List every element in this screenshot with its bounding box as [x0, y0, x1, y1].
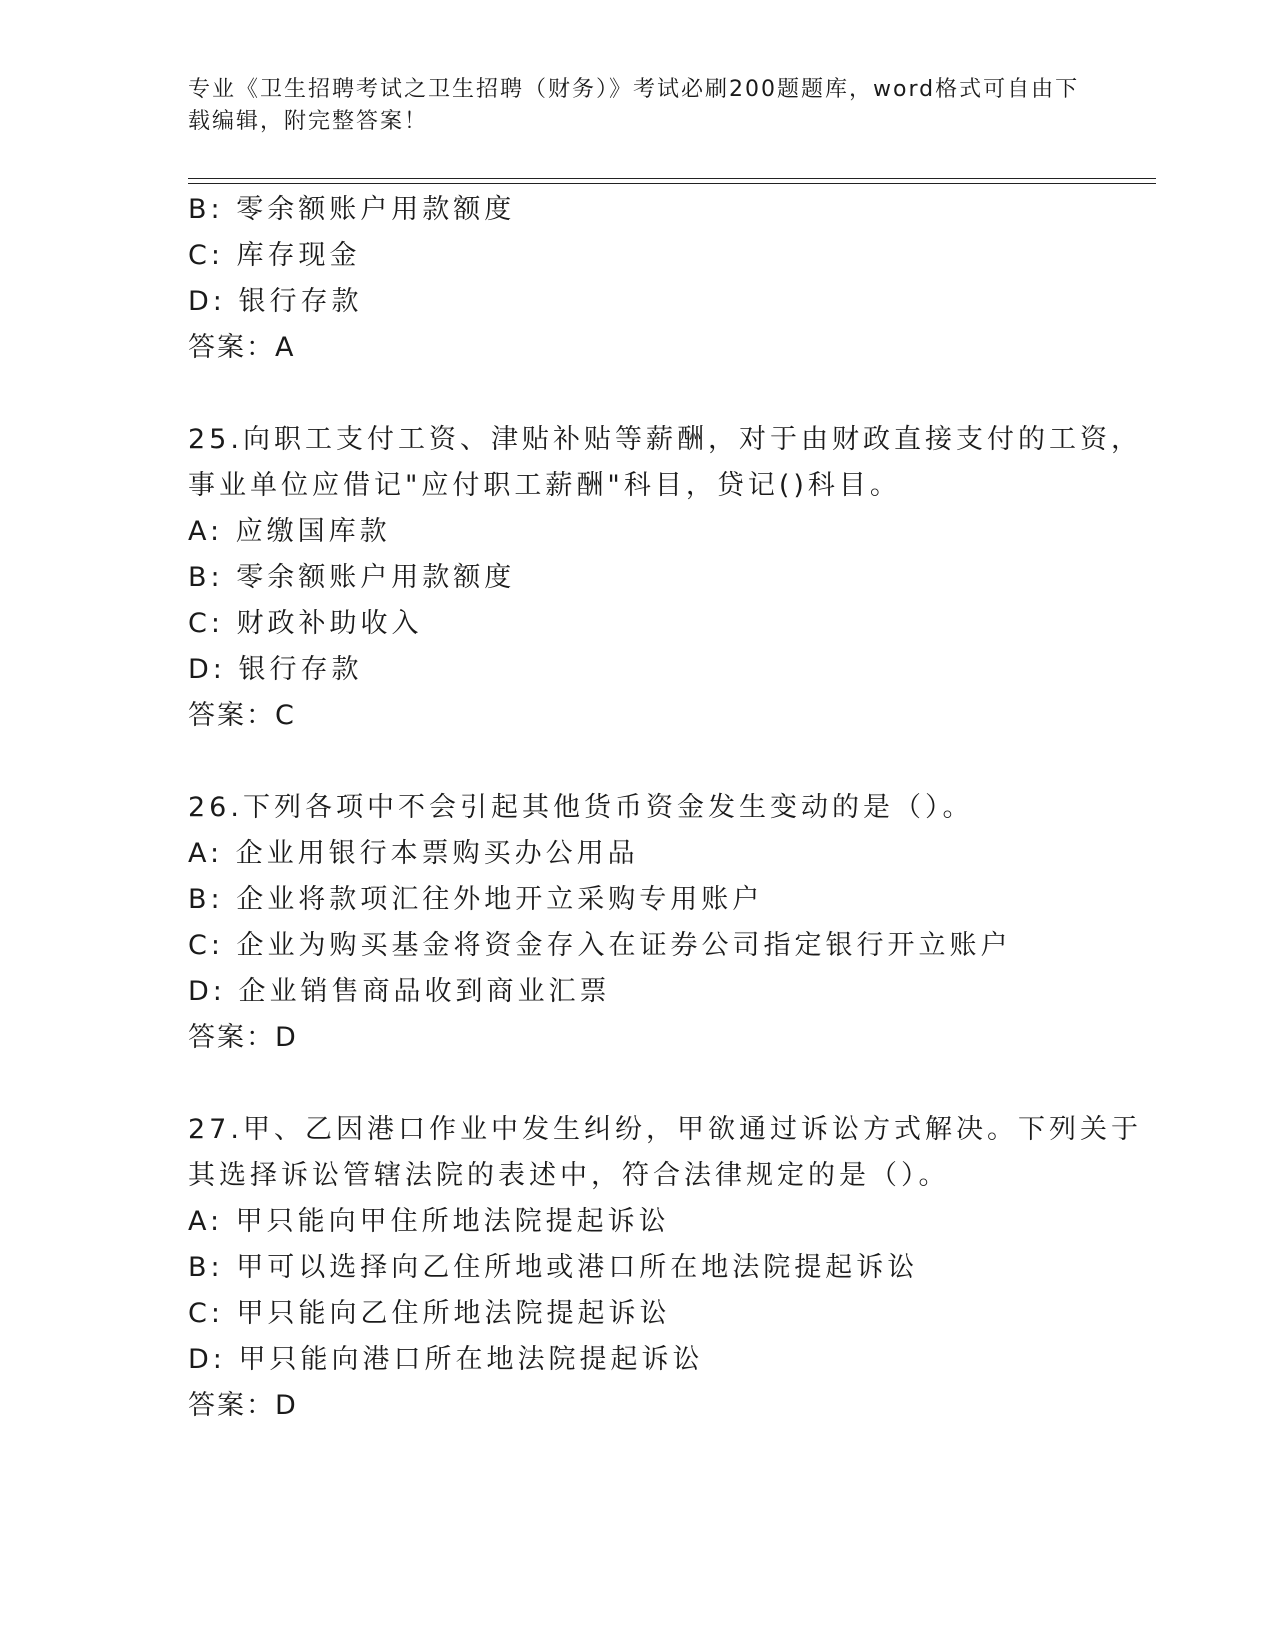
option-b: B: 企业将款项汇往外地开立采购专用账户: [188, 884, 764, 915]
option-c: C: 企业为购买基金将资金存入在证券公司指定银行开立账户: [188, 930, 1012, 961]
answer-label: 答案：: [188, 332, 275, 363]
answer-value: D: [275, 1390, 300, 1421]
answer-label: 答案：: [188, 700, 275, 731]
question-25: [188, 417, 1142, 739]
question-stem-line: 26.下列各项中不会引起其他货币资金发生变动的是（）。: [188, 792, 974, 823]
answer-label: 答案：: [188, 1390, 275, 1421]
question-stem-line: 其选择诉讼管辖法院的表述中，符合法律规定的是（）。: [188, 1160, 950, 1191]
option-a: A: 应缴国库款: [188, 516, 391, 547]
question-stem-line: 25.向职工支付工资、津贴补贴等薪酬，对于由财政直接支付的工资，: [188, 424, 1142, 455]
answer-value: C: [275, 700, 298, 731]
option-a: A: 甲只能向甲住所地法院提起诉讼: [188, 1206, 670, 1237]
answer: [188, 325, 1088, 371]
answer: [188, 1383, 1088, 1429]
option-b: B: 零余额账户用款额度: [188, 562, 516, 593]
header-rule-top: [188, 178, 1156, 179]
option-c: C: 甲只能向乙住所地法院提起诉讼: [188, 1298, 671, 1329]
answer: [188, 693, 1088, 739]
option-a: A: 企业用银行本票购买办公用品: [188, 838, 639, 869]
header-rule-bottom: [188, 183, 1156, 184]
question-27: [188, 1107, 1142, 1429]
question-list: [188, 187, 1142, 1475]
question-stem-line: 事业单位应借记"应付职工薪酬"科目，贷记()科目。: [188, 470, 901, 501]
answer: [188, 1015, 1088, 1061]
question-26: [188, 785, 1088, 1061]
option-d: D: 甲只能向港口所在地法院提起诉讼: [188, 1344, 704, 1375]
document-header: 专业《卫生招聘考试之卫生招聘（财务）》考试必刷200题题库，word格式可自由下载编辑，附完整答案！: [188, 77, 1080, 134]
option-d: D: 银行存款: [188, 654, 363, 685]
question-24-fragment: [188, 187, 1088, 371]
option-d: D: 银行存款: [188, 286, 363, 317]
answer-label: 答案：: [188, 1022, 275, 1053]
answer-value: A: [275, 332, 298, 363]
option-b: B: 零余额账户用款额度: [188, 194, 516, 225]
option-c: C: 库存现金: [188, 240, 361, 271]
question-stem-line: 27.甲、乙因港口作业中发生纠纷，甲欲通过诉讼方式解决。下列关于: [188, 1114, 1142, 1145]
answer-value: D: [275, 1022, 300, 1053]
option-b: B: 甲可以选择向乙住所地或港口所在地法院提起诉讼: [188, 1252, 919, 1283]
option-c: C: 财政补助收入: [188, 608, 423, 639]
option-d: D: 企业销售商品收到商业汇票: [188, 976, 611, 1007]
